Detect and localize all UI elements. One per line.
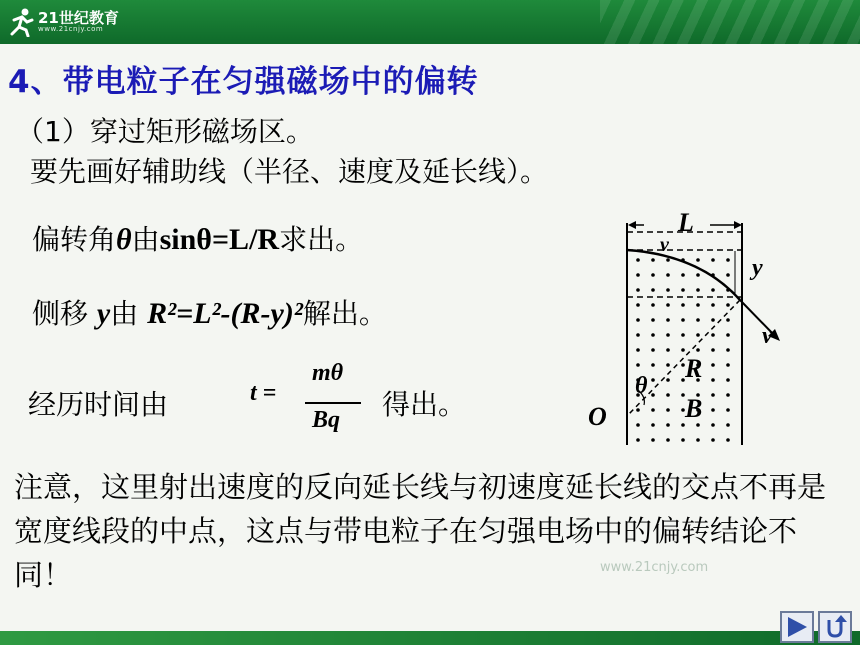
field-dot <box>726 423 730 427</box>
logo-url: www.21cnjy.com <box>38 25 104 33</box>
field-dot <box>636 408 640 412</box>
time-lhs: t = <box>250 380 277 406</box>
header-bar <box>0 0 860 44</box>
field-dot <box>636 258 640 262</box>
field-dot <box>666 438 670 442</box>
fraction-bar <box>305 402 361 404</box>
footer-bar <box>0 631 860 645</box>
aux-line-text: 要先画好辅助线（半径、速度及延长线）。 <box>30 155 549 188</box>
label-y: y <box>752 255 763 281</box>
field-dot <box>711 438 715 442</box>
L-arrowhead-left <box>628 221 636 229</box>
play-button[interactable] <box>780 611 814 643</box>
field-dot <box>666 288 670 292</box>
label-R: R <box>685 354 703 383</box>
field-dot <box>666 363 670 367</box>
return-u-turn-icon <box>820 613 850 641</box>
header-decoration <box>600 0 860 44</box>
label-O: O <box>588 402 607 431</box>
field-dot <box>651 333 655 337</box>
field-dot <box>726 258 730 262</box>
field-dot <box>636 318 640 322</box>
deflection-angle-text <box>32 218 363 258</box>
field-dot <box>666 408 670 412</box>
label-B: B <box>685 394 703 423</box>
field-dot <box>696 318 700 322</box>
field-dot <box>696 348 700 352</box>
field-dot <box>651 258 655 262</box>
note-paragraph: 注意，这里射出速度的反向延长线与初速度延长线的交点不再是宽度线段的中点，这点与带电粒子在匀强电场中的偏转结论不同！ <box>14 470 827 592</box>
runner-logo-icon <box>8 7 34 37</box>
angle-prefix: 偏转角 <box>32 223 117 256</box>
field-dot <box>681 423 685 427</box>
field-dot <box>666 423 670 427</box>
field-dot <box>636 273 640 277</box>
page-title: 4、带电粒子在匀强磁场中的偏转 <box>8 64 479 100</box>
label-theta: θ <box>635 373 648 399</box>
field-dot <box>636 348 640 352</box>
field-dot <box>696 333 700 337</box>
field-dot <box>726 363 730 367</box>
field-dot <box>681 303 685 307</box>
angle-var: θ <box>116 223 132 256</box>
field-dot <box>696 423 700 427</box>
field-dot <box>696 273 700 277</box>
label-L: L <box>678 208 694 237</box>
field-dot <box>711 258 715 262</box>
field-dot <box>666 378 670 382</box>
field-dot <box>681 438 685 442</box>
shift-mid: 由 <box>110 297 148 330</box>
field-dot <box>651 363 655 367</box>
field-dot <box>636 333 640 337</box>
field-dot <box>666 273 670 277</box>
field-dot <box>726 378 730 382</box>
diagram-svg <box>580 205 800 460</box>
shift-prefix: 侧移 <box>32 297 97 330</box>
L-arrowhead-right <box>734 221 742 229</box>
field-dots <box>636 258 730 442</box>
field-dot <box>711 288 715 292</box>
field-dot <box>711 393 715 397</box>
field-dot <box>651 288 655 292</box>
field-dot <box>681 273 685 277</box>
field-dot <box>651 378 655 382</box>
field-dot <box>681 348 685 352</box>
field-dot <box>666 333 670 337</box>
angle-formula: sinθ=L/R <box>159 223 280 256</box>
logo <box>8 5 119 39</box>
return-button[interactable] <box>818 611 852 643</box>
field-dot <box>666 393 670 397</box>
field-dot <box>711 378 715 382</box>
field-dot <box>726 438 730 442</box>
label-v-in: v <box>660 234 669 256</box>
field-dot <box>666 258 670 262</box>
label-v-out: v <box>762 323 773 349</box>
field-dot <box>681 318 685 322</box>
field-dot <box>726 393 730 397</box>
field-dot <box>696 258 700 262</box>
field-dot <box>651 303 655 307</box>
field-dot <box>681 288 685 292</box>
play-triangle-icon <box>782 613 812 641</box>
field-dot <box>651 273 655 277</box>
case-heading: （1）穿过矩形磁场区。 <box>16 115 314 148</box>
field-dot <box>636 423 640 427</box>
watermark: www.21cnjy.com <box>600 560 709 575</box>
field-dot <box>666 318 670 322</box>
field-dot <box>636 363 640 367</box>
time-prefix: 经历时间由 <box>28 388 169 421</box>
field-dot <box>711 318 715 322</box>
field-dot <box>651 348 655 352</box>
field-dot <box>711 348 715 352</box>
angle-mid: 由 <box>131 223 160 256</box>
field-dot <box>711 363 715 367</box>
field-dot <box>651 408 655 412</box>
field-dot <box>636 438 640 442</box>
shift-var: y <box>96 297 111 330</box>
field-dot <box>651 438 655 442</box>
time-numerator: mθ <box>312 360 344 386</box>
field-dot <box>726 333 730 337</box>
field-dot <box>651 393 655 397</box>
magnetic-field-diagram <box>580 205 800 460</box>
field-dot <box>651 318 655 322</box>
field-dot <box>726 318 730 322</box>
field-dot <box>696 303 700 307</box>
field-dot <box>726 348 730 352</box>
time-suffix: 得出。 <box>382 388 467 421</box>
angle-suffix: 求出。 <box>279 223 364 256</box>
shift-formula: R²=L²-(R-y)² <box>147 297 303 330</box>
field-dot <box>636 288 640 292</box>
field-dot <box>711 408 715 412</box>
field-dot <box>696 288 700 292</box>
field-dot <box>726 408 730 412</box>
time-denominator: Bq <box>312 407 341 433</box>
field-dot <box>711 333 715 337</box>
field-dot <box>681 333 685 337</box>
field-dot <box>726 303 730 307</box>
field-dot <box>711 423 715 427</box>
logo-text: 21世纪教育 <box>38 9 119 27</box>
field-dot <box>636 303 640 307</box>
field-dot <box>666 303 670 307</box>
field-dot <box>726 273 730 277</box>
field-dot <box>696 438 700 442</box>
field-dot <box>666 348 670 352</box>
field-dot <box>711 303 715 307</box>
lateral-shift-text <box>32 292 387 332</box>
shift-suffix: 解出。 <box>302 297 387 330</box>
field-dot <box>651 423 655 427</box>
time-formula <box>250 360 360 440</box>
